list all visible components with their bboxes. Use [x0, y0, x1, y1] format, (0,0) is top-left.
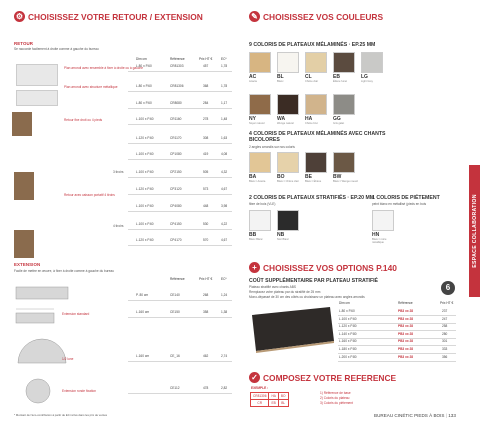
retour-heading: RETOUR — [14, 41, 34, 46]
group-4-tiroirs: 4 tiroirs — [113, 224, 124, 228]
ext-col-ref: Référence — [170, 277, 185, 281]
swatch-code: AC — [249, 74, 257, 80]
opt-dim: L.180 x P.80 — [339, 347, 357, 351]
opt-col-price: Prix HT € — [440, 301, 454, 305]
extension-standard-shape — [16, 313, 54, 323]
retour-ref: CP3120 — [170, 187, 182, 191]
checklist-icon: ✓ — [249, 372, 260, 383]
color-swatch — [305, 52, 327, 73]
opt-col-ref: Référence — [398, 301, 413, 305]
ext-ref: CE140 — [170, 293, 180, 297]
ext-label-standard: Extension standard — [62, 312, 90, 316]
ext-ec: 2,74 — [221, 354, 228, 358]
swatch-name: Blanc / noire métallique — [372, 238, 387, 244]
retour-price: 419 — [203, 152, 209, 156]
opt-dim: L.200 x P.80 — [339, 354, 357, 359]
reference-row — [251, 400, 289, 407]
opt-price: 280 — [442, 331, 448, 336]
row-divider — [128, 159, 232, 160]
right-title-text: CHOISISSEZ VOS COULEURS — [263, 11, 384, 22]
retour-ref: CP4150 — [170, 222, 182, 226]
swatch-code: GG — [333, 116, 341, 122]
retour-label-1: Plan arrondi avec ensemble à fixer à droite ou à gauche — [64, 66, 144, 70]
row-divider — [338, 361, 456, 362]
ext-ec: 1,24 — [221, 293, 228, 297]
retour-price: 530 — [203, 222, 209, 226]
retour-col-ref: Référence — [170, 57, 185, 61]
opt-col-dim: Dim cm — [339, 301, 350, 305]
reference-row — [251, 393, 289, 400]
swatch-name: Noyer naturel — [249, 122, 265, 125]
row-divider — [128, 361, 232, 362]
extension-rect-shape — [16, 287, 68, 299]
left-section-title — [14, 11, 203, 22]
swatch-code: HN — [372, 232, 380, 238]
swatch-code: LG — [361, 74, 368, 80]
color-swatch — [333, 152, 355, 173]
desk-image — [16, 64, 58, 86]
opt-ref: PB3 xx 28 — [398, 354, 414, 359]
opt-price: 247 — [442, 316, 448, 321]
retour-dim: L.100 x P.60 — [136, 117, 154, 121]
row-divider — [338, 330, 456, 331]
options-heading: COÛT SUPPLÉMENTAIRE PAR PLATEAU STRATIFIÉ — [249, 278, 379, 284]
retour-dim: L.100 x P.60 — [136, 170, 154, 174]
retour-price: 505 — [203, 170, 209, 174]
swatch-name: Blanc — [277, 80, 284, 83]
gear-icon: ⚙ — [15, 12, 24, 21]
plateau-image — [250, 305, 335, 353]
retour-ref: CP4170 — [170, 238, 182, 242]
retour-ec: 4,67 — [221, 187, 228, 191]
retour-label-3: Retour fixe droit ou 4 pieds — [64, 118, 103, 122]
opt-ref: PB3 xx 28 — [398, 324, 414, 329]
options-badge: 6 — [441, 281, 455, 295]
ext-col-price: Prix HT € — [199, 277, 213, 281]
row-divider — [128, 211, 232, 212]
ext-price: 462 — [203, 354, 209, 358]
row-divider — [338, 315, 456, 316]
ext-ref: CE112 — [170, 386, 180, 390]
sidebar-tab — [469, 165, 480, 297]
retour-ec: 1,48 — [221, 117, 228, 121]
swatch-code: WA — [277, 116, 286, 122]
swatch-name: Wenge naturel — [277, 122, 294, 125]
reference-label: EXEMPLE : — [251, 386, 269, 390]
opt-price: 258 — [442, 324, 448, 329]
reference-cell: EB — [269, 400, 278, 407]
opt-price: 333 — [442, 347, 448, 351]
row-divider — [338, 323, 456, 324]
reference-boxes — [250, 392, 289, 407]
reference-title — [249, 372, 396, 383]
footnote: * Montant de l'éco-contribution à partir de EC inclus dans les prix de ventes — [14, 413, 108, 417]
row-divider — [128, 245, 232, 246]
swatch-code: EB — [333, 74, 340, 80]
ext-price: 478 — [203, 386, 209, 390]
row-divider — [338, 353, 456, 354]
swatch-name: Blanc / Chêne clair — [277, 180, 299, 183]
row-divider — [128, 229, 232, 230]
retour-price: 448 — [203, 204, 209, 208]
swatch-code: HA — [305, 116, 313, 122]
color-swatch — [277, 152, 299, 173]
opt-ref: PB3 xx 28 — [398, 331, 414, 336]
retour-ec: 1,17 — [221, 101, 228, 105]
options-intro-3: Mono-dépassé de 30 cm des côtés ou choisissez un plateau avec angles arrondis — [249, 295, 365, 299]
retour-ref: CR1170 — [170, 136, 182, 140]
ext-ec: 1,38 — [221, 310, 228, 314]
bicolor-sub: 2 angles arrondis sur nos coloris — [249, 145, 295, 149]
retour-dim: L.80 x P.60 — [136, 101, 152, 105]
options-title-text: CHOISISSEZ VOS OPTIONS P.140 — [263, 262, 397, 273]
swatch-code: BW — [333, 174, 342, 180]
ext-price: 358 — [203, 310, 209, 314]
reference-cell: BL — [278, 400, 288, 407]
color-swatch — [277, 94, 299, 115]
extension-drawings — [14, 285, 74, 405]
row-divider — [128, 393, 232, 394]
retour-ref: CR81303 — [170, 64, 184, 68]
options-intro-1: Plateau stratifié avec chants ABS — [249, 285, 296, 289]
right-section-title — [249, 11, 383, 22]
retour-dim: L.120 x P.60 — [136, 238, 154, 242]
color-swatch — [249, 152, 271, 173]
retour-ec: 4,08 — [221, 152, 228, 156]
ext-col-ec: EC* — [221, 277, 227, 281]
swatch-name: Acacia — [249, 80, 257, 83]
swatch-code: NB — [277, 232, 285, 238]
palette-icon: ✎ — [249, 11, 260, 22]
swatch-name: Chêne brut — [305, 122, 318, 125]
row-divider — [128, 194, 232, 195]
swatch-name: Blanc / Acacia — [249, 180, 266, 183]
ext-ref: CE150 — [170, 310, 180, 314]
color-swatch — [249, 210, 271, 231]
color-swatch — [277, 210, 299, 231]
color-swatch — [277, 52, 299, 73]
retour-dim: L.100 x P.60 — [136, 222, 154, 226]
retour-dim: L.100 x P.60 — [136, 152, 154, 156]
color-swatch — [361, 52, 383, 73]
desk-image — [12, 112, 32, 136]
options-intro-2: Remplacez votre plateau par du stratifié de 25 mm — [249, 290, 321, 294]
group-3-tiroirs: 3 tiroirs — [113, 170, 124, 174]
swatch-name: Noir Blanc — [277, 238, 289, 241]
retour-dim: L.80 x P.60 — [136, 64, 152, 68]
retour-price: 368 — [203, 84, 209, 88]
plus-icon: + — [249, 262, 260, 273]
pietement-heading: 1 COLORIS DE PIÉTEMENT — [372, 195, 440, 201]
opt-dim: L.140 x P.80 — [339, 331, 357, 336]
reference-cell: HA — [269, 393, 278, 400]
retour-label-4: Retour avec caisson portatif 4 tiroirs — [64, 193, 115, 197]
retour-col-ec: EC* — [221, 57, 227, 61]
swatch-name: Gris galet — [333, 122, 345, 125]
color-swatch — [333, 52, 355, 73]
round-extension-shape — [26, 379, 50, 403]
bicolor-heading: 4 COLORIS DE PLATEAUX MÉLAMINÉS AVEC CHANTS BICOLORES — [249, 131, 386, 143]
reference-cell: CR81306 — [251, 393, 269, 400]
strat-heading: 2 COLORIS DE PLATEAUX STRATIFIÉS · EP.20 MM — [249, 195, 375, 201]
color-swatch — [372, 210, 394, 231]
retour-col-price: Prix HT € — [199, 57, 213, 61]
opt-ref: PB3 xx 28 — [398, 316, 414, 321]
retour-ref: CP4080 — [170, 204, 182, 208]
opt-dim: L.100 x P.60 — [339, 316, 357, 321]
half-moon-shape — [18, 339, 66, 363]
reference-cell: CR — [251, 400, 269, 407]
opt-ref: PB3 xx 28 — [398, 339, 414, 344]
left-title-text: CHOISISSEZ VOTRE RETOUR / EXTENSION — [28, 11, 203, 22]
ext-label-round: Extension ronde fixation — [62, 389, 97, 393]
page-footer: BUREAU CINÉTIC PIEDS À BOIS | 133 — [374, 413, 456, 418]
retour-label-2: Plan arrondi avec structure métallique — [64, 85, 118, 89]
reference-legend-3: 3) Coloris du piètement — [320, 401, 353, 405]
color-swatch — [249, 94, 271, 115]
swatch-name: Chêne clair — [305, 80, 319, 83]
footer-text: BUREAU CINÉTIC PIEDS À BOIS — [374, 413, 445, 418]
swatch-code: BB — [249, 232, 257, 238]
retour-ec: 1,78 — [221, 84, 228, 88]
caisson-image — [14, 172, 34, 200]
retour-dim: L.120 x P.60 — [136, 187, 154, 191]
opt-ref: PB3 xx 28 — [398, 309, 414, 313]
retour-col-dim: Dim cm — [136, 57, 147, 61]
retour-ec: 4,67 — [221, 238, 228, 242]
row-divider — [128, 71, 232, 72]
extension-intro: Facile de mettre en œuvre, à fixer à droite comme à gauche du bureau — [14, 269, 114, 273]
retour-ec: 1,63 — [221, 136, 228, 140]
swatch-code: BE — [305, 174, 312, 180]
row-divider — [128, 124, 232, 125]
retour-ref: CR81306 — [170, 84, 184, 88]
row-divider — [128, 300, 232, 301]
swatch-code: BO — [277, 174, 285, 180]
reference-legend-1: 1) Référence de base — [320, 391, 351, 395]
caisson-image — [14, 230, 34, 258]
retour-ec: 1,78 — [221, 64, 228, 68]
extension-heading: EXTENSION — [14, 262, 41, 267]
retour-dim: L.120 x P.60 — [136, 136, 154, 140]
opt-dim: L.160 x P.80 — [339, 339, 357, 344]
row-divider — [128, 177, 232, 178]
ext-dim: L.160 cm — [136, 310, 150, 314]
retour-dim: L.100 x P.60 — [136, 204, 154, 208]
ext-price: 268 — [203, 293, 209, 297]
retour-ec: 3,98 — [221, 204, 228, 208]
retour-ec: 4,22 — [221, 222, 228, 226]
row-divider — [128, 91, 232, 92]
opt-dim: L.80 x P.60 — [339, 309, 355, 313]
page-number: 133 — [448, 413, 456, 418]
pietement-sub: peint blanc en métallisé (pieds en bois — [372, 202, 427, 206]
swatch-name: Blanc / Ébène — [305, 180, 322, 183]
swatch-code: NY — [249, 116, 256, 122]
row-divider — [338, 345, 456, 346]
ext-label-halfmoon: 1/2 lune — [62, 357, 74, 361]
options-title — [249, 262, 397, 273]
row-divider — [338, 338, 456, 339]
reference-title-text: COMPOSEZ VOTRE REFERENCE — [263, 372, 397, 383]
swatch-code: BL — [277, 74, 284, 80]
swatch-code: BA — [249, 174, 257, 180]
retour-ref: CR8080 — [170, 101, 182, 105]
retour-ref: CP2150 — [170, 170, 182, 174]
opt-price: 237 — [442, 309, 448, 313]
color-swatch — [305, 94, 327, 115]
color-swatch — [249, 52, 271, 73]
swatch-name: Ébène fumé — [333, 80, 347, 83]
row-divider — [128, 143, 232, 144]
retour-ref: CP1080 — [170, 152, 182, 156]
opt-dim: L.120 x P.80 — [339, 324, 357, 329]
reference-legend-2: 2) Coloris du plateau — [320, 396, 350, 400]
retour-price: 457 — [203, 64, 209, 68]
reference-table — [250, 392, 289, 407]
swatch-name: Blanc Blanc — [249, 238, 263, 241]
strat-sub: fibre de bois (VLE) — [249, 202, 276, 206]
ext-dim: L.160 cm — [136, 354, 150, 358]
ext-ec: 2,82 — [221, 386, 228, 390]
retour-intro: Se raccorde facilement à droite comme à gauche du bureau — [14, 47, 99, 51]
swatch-name: Light Grey — [361, 80, 373, 83]
retour-price: 573 — [203, 187, 209, 191]
melamine-heading: 9 COLORIS DE PLATEAUX MÉLAMINÉS · EP.25 MM — [249, 42, 376, 48]
opt-ref: PB3 xx 28 — [398, 347, 414, 351]
row-divider — [128, 317, 232, 318]
color-swatch — [305, 152, 327, 173]
retour-price: 308 — [203, 136, 209, 140]
swatch-name: Blanc / Wenge noeud — [333, 180, 358, 183]
opt-price: 356 — [442, 354, 448, 359]
sidebar-label: ESPACE COLLABORATION — [471, 194, 478, 268]
swatch-code: CL — [305, 74, 312, 80]
ext-dim: P. 80 cm — [136, 293, 149, 297]
retour-price: 570 — [203, 238, 209, 242]
opt-price: 301 — [442, 339, 448, 344]
ext-ref: CE_16 — [170, 354, 180, 358]
reference-cell: BO — [278, 393, 288, 400]
row-divider — [128, 108, 232, 109]
color-swatch — [333, 94, 355, 115]
retour-ec: 4,32 — [221, 170, 228, 174]
desk-image — [16, 90, 58, 106]
retour-price: 284 — [203, 101, 209, 105]
retour-price: 278 — [203, 117, 209, 121]
retour-dim: L.80 x P.60 — [136, 84, 152, 88]
retour-ref: CR1160 — [170, 117, 182, 121]
